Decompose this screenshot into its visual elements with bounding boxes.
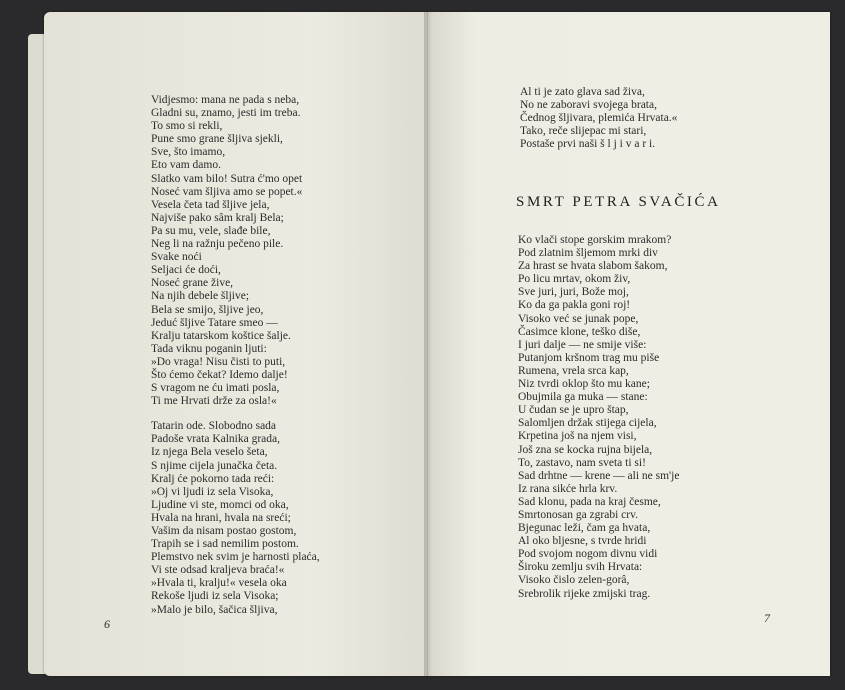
verse-line: Ljudine vi ste, momci od oka, <box>151 498 289 511</box>
verse-line: Rekoše ljudi iz sela Visoka; <box>151 590 279 603</box>
verse-line: Rumena, vrela srca kap, <box>518 364 629 377</box>
verse-line: Iz rana sikće hrla krv. <box>518 482 618 495</box>
verse-line: Trapih se i sad nemilim postom. <box>151 538 299 551</box>
verse-line: U čudan se je upro štap, <box>518 404 629 417</box>
verse-line: Jeduć šljive Tatare smeo — <box>151 316 278 329</box>
verse-line: Salomljen držak stijega cijela, <box>518 417 657 430</box>
right-page-verse-continuation <box>520 86 677 151</box>
verse-line: Bjegunac leži, čam ga hvata, <box>518 522 651 535</box>
verse-line: Po licu mrtav, okom živ, <box>518 273 631 286</box>
verse-line: Još zna se kocka rujna bijela, <box>518 443 653 456</box>
verse-line: Krpetina još na njem visi, <box>518 430 637 443</box>
verse-line: No ne zaboravi svojega brata, <box>520 99 657 112</box>
verse-line: Neg li na ražnju pečeno pile. <box>151 238 284 251</box>
verse-line: Pod zlatnim šljemom mrki div <box>518 247 658 260</box>
verse-line: To smo si rekli, <box>151 120 223 133</box>
verse-line: Seljaci će doći, <box>151 264 221 277</box>
page-number-left: 6 <box>104 617 110 631</box>
verse-line: S njime cijela junačka četa. <box>151 459 278 472</box>
verse-line: Časimce klone, teško diše, <box>518 325 641 338</box>
verse-line: Gladni su, znamo, jesti im treba. <box>151 107 301 120</box>
verse-line: Noseć vam šljiva amo se popet.« <box>151 185 303 198</box>
book-gutter <box>424 12 432 676</box>
verse-line: Kralju tatarskom koštice šalje. <box>151 329 291 342</box>
left-page-verse <box>151 94 320 617</box>
verse-line: Visoko već se junak pope, <box>518 312 639 325</box>
verse-line: Tatarin ode. Slobodno sada <box>151 420 277 433</box>
verse-line: Putanjom kršnom trag mu piše <box>518 351 660 364</box>
poem-title: SMRT PETRA SVAČIĆA <box>516 194 721 210</box>
verse-line: Srebrolik rijeke zmijski trag. <box>518 587 651 600</box>
verse-line: S vragom ne ću imati posla, <box>151 382 280 395</box>
verse-line: Plemstvo nek svim je harnosti plaća, <box>151 551 320 564</box>
verse-line: Ti me Hrvati drže za osla!« <box>151 395 277 408</box>
verse-line: Vi ste odsad kraljeva braća!« <box>151 564 285 577</box>
verse-line: Kralj će pokorno tada reći: <box>151 472 275 485</box>
verse-line: Na njih debele šljive; <box>151 290 250 303</box>
verse-line: Sad drhtne — krene — ali ne sm'je <box>518 469 680 482</box>
verse-line: Vesela četa tad šljive jela, <box>151 198 270 211</box>
verse-line: Ko vlači stope gorskim mrakom? <box>518 234 672 246</box>
verse-line: Najviše pako sâm kralj Bela; <box>151 211 284 224</box>
verse-line: Padoše vrata Kalnika grada, <box>151 433 281 446</box>
stanza-break <box>151 408 320 420</box>
left-page <box>44 12 428 676</box>
verse-line: Pod svojom nogom divnu vidi <box>518 548 658 561</box>
right-page <box>428 12 830 676</box>
verse-line: Niz tvrdi oklop što mu kane; <box>518 378 650 391</box>
open-booklet <box>28 12 828 680</box>
verse-line: Eto vam damo. <box>151 159 221 172</box>
verse-line: Vidjesmo: mana ne pada s neba, <box>151 94 300 106</box>
verse-line: To, zastavo, nam sveta ti si! <box>518 456 646 469</box>
verse-line: Sve, što imamo, <box>151 146 226 159</box>
verse-line: Visoko čislo zelen-gorâ, <box>518 574 630 587</box>
verse-line: Noseć grane žive, <box>151 277 234 290</box>
verse-line: Pune smo grane šljiva sjekli, <box>151 133 283 146</box>
verse-line: Za hrast se hvata slabom šakom, <box>518 260 668 273</box>
verse-line: Čednog šljivara, plemića Hrvata.« <box>520 112 678 125</box>
verse-line: »Malo je bilo, šačica šljiva, <box>151 603 278 616</box>
poem-verse <box>518 234 679 601</box>
verse-line: Ko da ga pakla goni roj! <box>518 299 631 312</box>
verse-line: »Hvala ti, kralju!« vesela oka <box>151 577 287 590</box>
verse-line: Široku zemlju svih Hrvata: <box>518 561 643 574</box>
verse-line: Sad klonu, pada na kraj česme, <box>518 495 661 508</box>
page-number-right: 7 <box>764 611 770 625</box>
verse-line: Vašim da nisam postao gostom, <box>151 525 297 537</box>
verse-line: I juri dalje — ne smije više: <box>518 338 647 351</box>
verse-line: »Do vraga! Nisu čisti to puti, <box>151 355 286 368</box>
verse-line: Sve juri, juri, Bože moj, <box>518 286 629 299</box>
verse-line: Smrtonosan ga zgrabi crv. <box>518 508 638 521</box>
verse-line: Hvala na hrani, hvala na sreći; <box>151 511 291 524</box>
verse-line: Obujmila ga muka — stane: <box>518 391 648 404</box>
verse-line: Al ti je zato glava sad živa, <box>520 86 645 98</box>
verse-line: Tako, reče slijepac mi stari, <box>520 125 647 138</box>
verse-line: Tada viknu poganin ljuti: <box>151 342 267 355</box>
verse-line: Iz njega Bela veselo šeta, <box>151 446 268 459</box>
verse-line: Bela se smijo, šljive jeo, <box>151 303 264 316</box>
verse-line: Pa su mu, vele, slađe bile, <box>151 224 271 237</box>
verse-line: Što ćemo čekat? Idemo dalje! <box>151 368 288 381</box>
verse-line: Postaše prvi naši š l j i v a r i. <box>520 138 656 151</box>
verse-line: Slatko vam bilo! Sutra ć'mo opet <box>151 172 303 185</box>
verse-line: »Oj vi ljudi iz sela Visoka, <box>151 485 274 498</box>
verse-line: Svake noći <box>151 251 202 264</box>
verse-line: Al oko bljesne, s tvrde hridi <box>518 535 647 548</box>
